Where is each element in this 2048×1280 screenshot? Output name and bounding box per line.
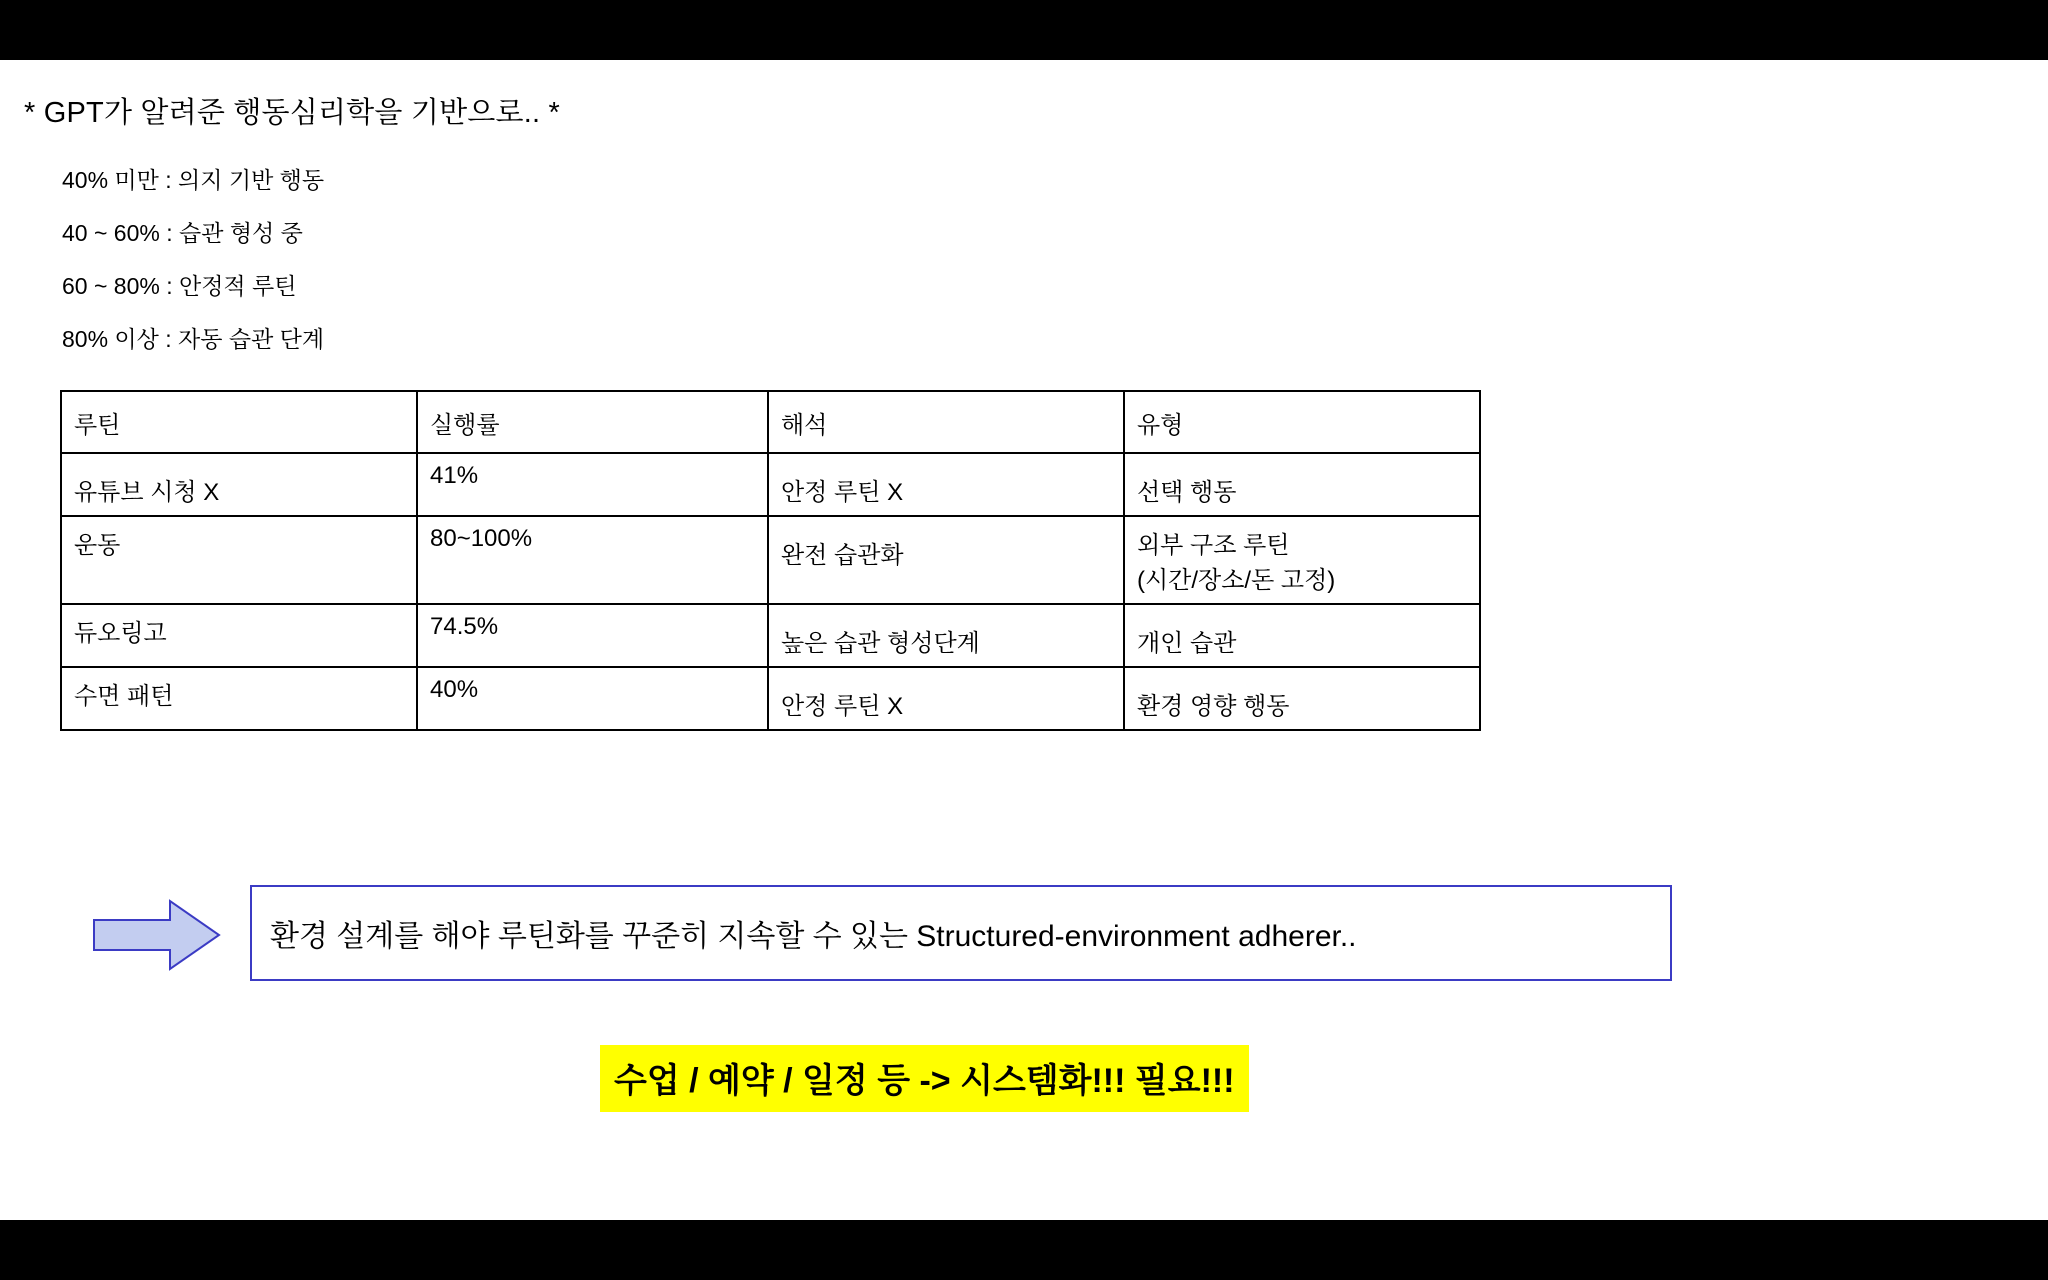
cell-type-text: 선택 행동 xyxy=(1137,479,1237,506)
table-header-type: 유형 xyxy=(1124,391,1480,453)
cell-rate: 80~100% xyxy=(417,516,768,604)
cell-routine xyxy=(61,453,417,516)
callout-text: 환경 설계를 해야 루틴화를 꾸준히 지속할 수 있는 Structured-environment adherer.. xyxy=(270,920,1357,953)
table-row xyxy=(61,516,1480,604)
slide-canvas xyxy=(0,60,2048,1220)
cell-routine-text: 유튜브 시청 X xyxy=(74,479,220,506)
highlight-banner: 수업 / 예약 / 일정 등 -> 시스템화!!! 필요!!! xyxy=(600,1045,1249,1112)
table-header-rate: 실행률 xyxy=(417,391,768,453)
page-title: * GPT가 알려준 행동심리학을 기반으로.. * xyxy=(24,97,560,129)
cell-type xyxy=(1124,453,1480,516)
cell-type xyxy=(1124,667,1480,730)
routine-table xyxy=(60,390,1481,731)
cell-interpretation-text: 완전 습관화 xyxy=(781,542,904,569)
cell-routine: 운동 xyxy=(61,516,417,604)
right-arrow-icon xyxy=(92,895,222,975)
cell-type xyxy=(1124,516,1480,604)
table-header-interpretation: 해석 xyxy=(768,391,1124,453)
cell-rate: 74.5% xyxy=(417,604,768,667)
cell-interpretation xyxy=(768,604,1124,667)
table-row xyxy=(61,453,1480,516)
legend-list xyxy=(62,162,324,354)
cell-interpretation-text: 높은 습관 형성단계 xyxy=(781,630,980,657)
list-item: 40% 미만 : 의지 기반 행동 xyxy=(62,167,325,193)
cell-rate: 40% xyxy=(417,667,768,730)
table-header-routine: 루틴 xyxy=(61,391,417,453)
cell-type-text: 개인 습관 xyxy=(1137,630,1237,657)
cell-interpretation xyxy=(768,453,1124,516)
table-row xyxy=(61,604,1480,667)
letterbox-top xyxy=(0,0,2048,60)
cell-type-text: 외부 구조 루틴 xyxy=(1137,532,1290,559)
table-header-row xyxy=(61,391,1480,453)
callout-box xyxy=(250,885,1672,981)
cell-interpretation-text: 안정 루틴 X xyxy=(781,693,904,720)
letterbox-bottom xyxy=(0,1220,2048,1280)
cell-type xyxy=(1124,604,1480,667)
cell-type-subtext: (시간/장소/돈 고정) xyxy=(1137,567,1336,594)
cell-type-text: 환경 영향 행동 xyxy=(1137,693,1290,720)
list-item: 60 ~ 80% : 안정적 루틴 xyxy=(62,273,297,299)
list-item: 80% 이상 : 자동 습관 단계 xyxy=(62,326,325,352)
cell-interpretation xyxy=(768,667,1124,730)
cell-interpretation-text: 안정 루틴 X xyxy=(781,479,904,506)
cell-routine: 수면 패턴 xyxy=(61,667,417,730)
cell-rate: 41% xyxy=(417,453,768,516)
table-row xyxy=(61,667,1480,730)
list-item: 40 ~ 60% : 습관 형성 중 xyxy=(62,220,303,246)
cell-routine: 듀오링고 xyxy=(61,604,417,667)
cell-interpretation xyxy=(768,516,1124,604)
